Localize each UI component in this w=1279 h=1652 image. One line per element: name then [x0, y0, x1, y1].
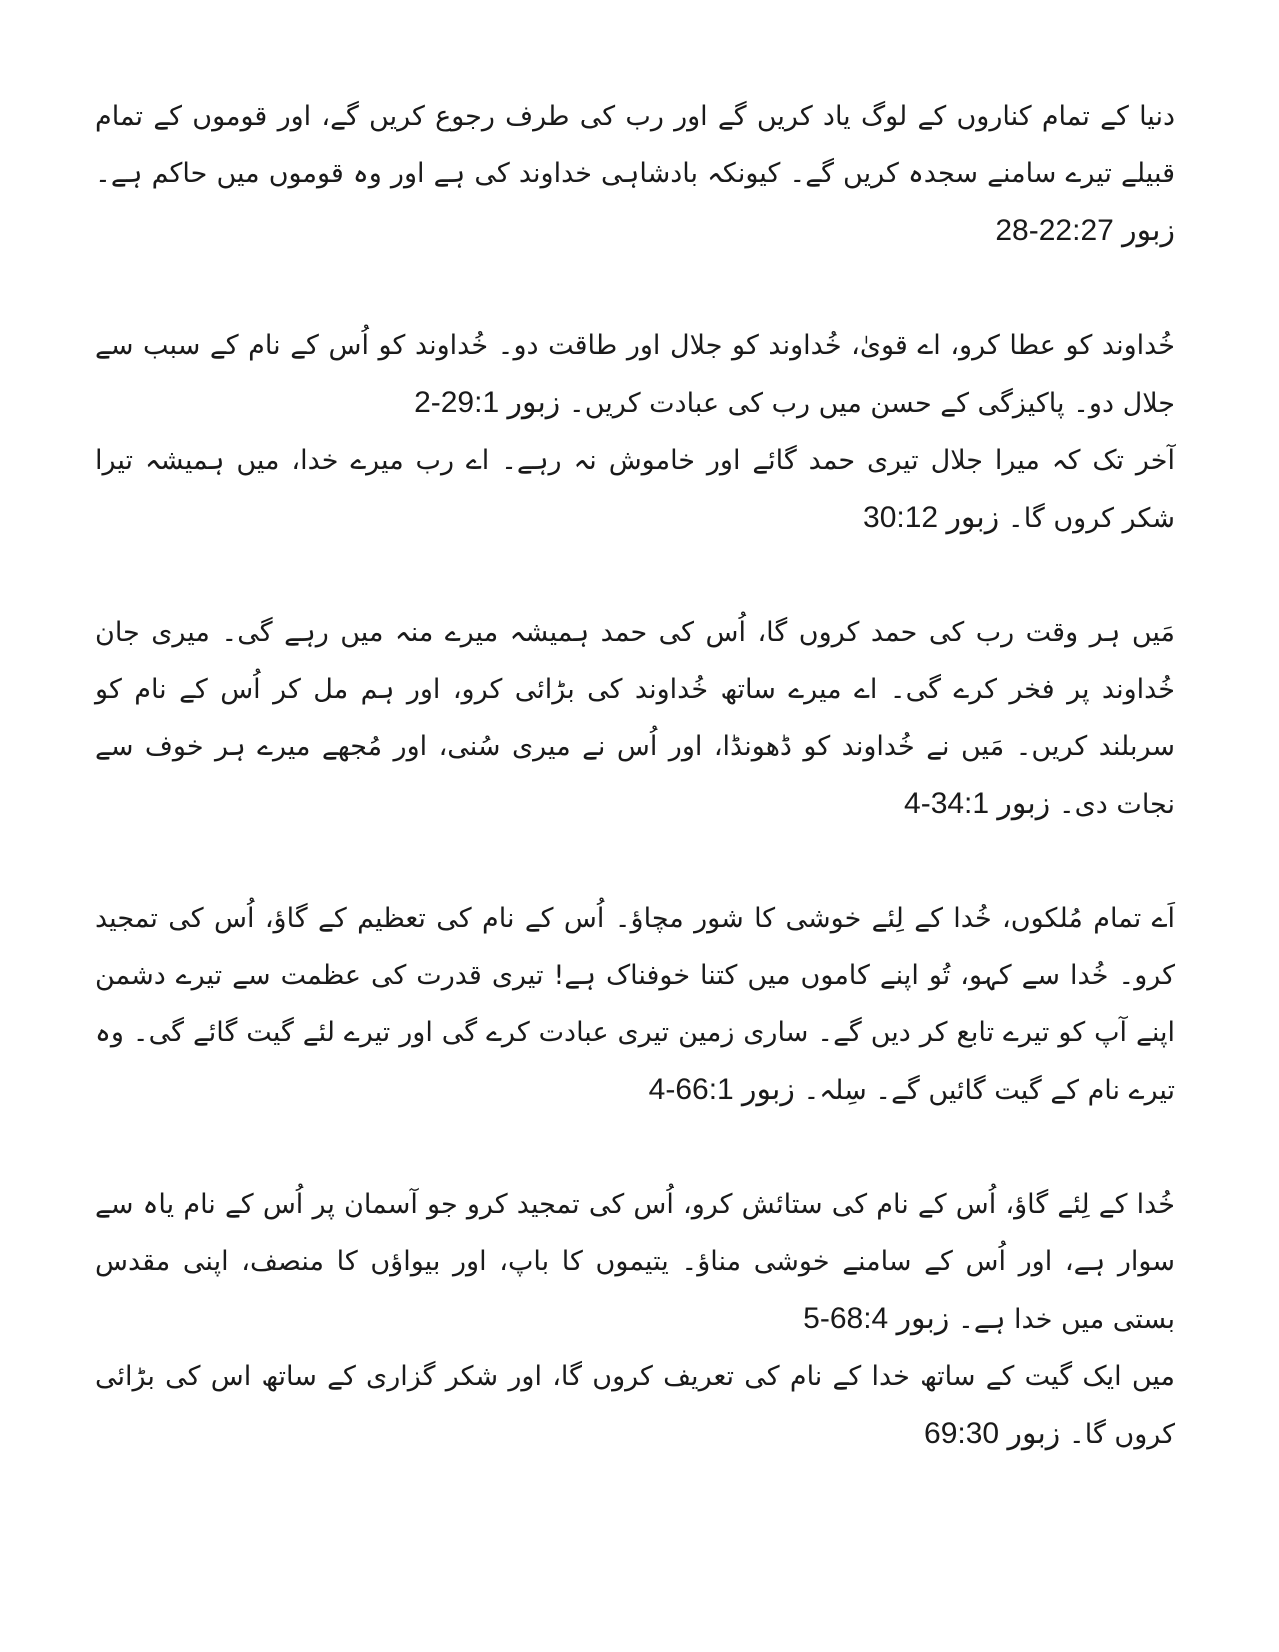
paragraph-psalm-66 [95, 890, 1175, 1119]
document-body [95, 88, 1175, 1463]
verse-text: خُدا کے لِئے گاؤ، اُس کے نام کی ستائش کرو، اُس کی تمجید کرو جو آسمان پر اُس کے نام یاہ سے سوار ہے، اور اُس کے سامنے خوشی مناؤ۔ یتیموں کا باپ، اور بیواؤں کا منصف، اپنی مقدس بستی میں خدا ہے۔ [95, 1189, 1175, 1335]
verse-text: میں ایک گیت کے ساتھ خدا کے نام کی تعریف کروں گا، اور شکر گزاری کے ساتھ اس کی بڑائی کروں گا۔ [95, 1361, 1175, 1450]
paragraph-psalm-34 [95, 604, 1175, 833]
verse-text: دنیا کے تمام کناروں کے لوگ یاد کریں گے اور رب کی طرف رجوع کریں گے، اور قوموں کے تمام قبیلے تیرے سامنے سجدہ کریں گے۔ کیونکہ بادشاہی خداوند کی ہے اور وہ قوموں میں حاکم ہے۔ [95, 101, 1175, 189]
verse-reference: زبور 29:1-2 [414, 386, 561, 419]
paragraph-psalm-29 [95, 317, 1175, 432]
paragraph-psalm-22 [95, 88, 1175, 260]
verse-reference: زبور 34:1-4 [904, 787, 1051, 820]
verse-text: آخر تک کہ میرا جلال تیری حمد گائے اور خاموش نہ رہے۔ اے رب میرے خدا، میں ہمیشہ تیرا شکر کروں گا۔ [95, 445, 1175, 534]
verse-text: اَے تمام مُلکوں، خُدا کے لِئے خوشی کا شور مچاؤ۔ اُس کے نام کی تعظیم کے گاؤ، اُس کی تمجید کرو۔ خُدا سے کہو، تُو اپنے کاموں میں کتنا خوفناک ہے! تیری قدرت کی عظمت سے تیرے دشمن اپنے آپ کو تیرے تابع کر دیں گے۔ ساری زمین تیری عبادت کرے گی اور تیرے لئے گیت گائے گی۔ وہ تیرے نام کے گیت گائیں گے۔ سِلہ۔ [95, 903, 1175, 1106]
paragraph-psalm-69 [95, 1348, 1175, 1463]
verse-reference: زبور 69:30 [924, 1417, 1061, 1450]
paragraph-psalm-30 [95, 432, 1175, 547]
verse-text: مَیں ہر وقت رب کی حمد کروں گا، اُس کی حمد ہمیشہ میرے منہ میں رہے گی۔ میری جان خُداوند پر فخر کرے گی۔ اے میرے ساتھ خُداوند کی بڑائی کرو، اور ہم مل کر اُس کے نام کو سربلند کریں۔ مَیں نے خُداوند کو ڈھونڈا، اور اُس نے میری سُنی، اور مُجھے میرے ہر خوف سے نجات دی۔ [95, 617, 1175, 820]
verse-reference: زبور 22:27-28 [995, 214, 1175, 247]
verse-text: خُداوند کو عطا کرو، اے قویٰ، خُداوند کو جلال اور طاقت دو۔ خُداوند کو اُس کے نام کے سبب سے جلال دو۔ پاکیزگی کے حسن میں رب کی عبادت کریں۔ [95, 330, 1175, 419]
verse-reference: زبور 68:4-5 [803, 1302, 950, 1335]
verse-reference: زبور 30:12 [863, 501, 1000, 534]
paragraph-psalm-68 [95, 1176, 1175, 1348]
verse-reference: زبور 66:1-4 [648, 1073, 795, 1106]
